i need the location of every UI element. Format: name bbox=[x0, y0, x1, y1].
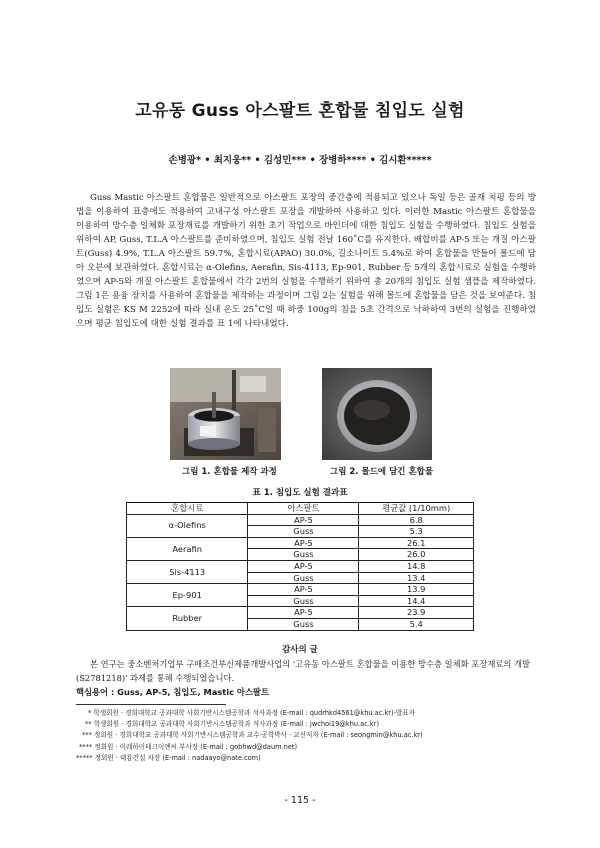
footnotes bbox=[76, 708, 546, 764]
footnote-3: *** 정회원 · 경희대학교 공과대학 사회기반시스템공학과 교수·공학박사 · 교신저자 (E-mail : seongmin@khu.ac.kr) bbox=[82, 731, 423, 740]
value-cell: 14.8 bbox=[359, 560, 474, 572]
page-number: - 115 - bbox=[284, 795, 316, 806]
author-list: 손병광* • 최지웅** • 김성민*** • 장병하**** • 김시환***** bbox=[168, 155, 432, 166]
asphalt-cell: Guss bbox=[248, 572, 359, 584]
table-caption: 표 1. 침입도 실험 결과표 bbox=[252, 488, 348, 498]
value-cell: 13.4 bbox=[359, 572, 474, 584]
asphalt-cell: Guss bbox=[248, 526, 359, 538]
sample-cell: Aerafin bbox=[127, 537, 248, 560]
sample-cell: Rubber bbox=[127, 607, 248, 630]
asphalt-cell: AP-5 bbox=[248, 514, 359, 526]
asphalt-cell: Guss bbox=[248, 549, 359, 561]
footnote-1: * 학생회원 · 경희대학교 공과대학 사회기반시스템공학과 석사과정 (E-mail : qudrhkd4561@khu.ac.kr)-발표자 bbox=[88, 709, 416, 717]
asphalt-cell: AP-5 bbox=[248, 584, 359, 596]
asphalt-cell: AP-5 bbox=[248, 560, 359, 572]
footnote-divider bbox=[76, 704, 226, 705]
asphalt-cell: AP-5 bbox=[248, 537, 359, 549]
keywords: 핵심용어 : Guss, AP-5, 침입도, Mastic 아스팔트 bbox=[76, 687, 269, 697]
table-row bbox=[127, 537, 474, 549]
asphalt-cell: Guss bbox=[248, 595, 359, 607]
acknowledgement-heading: 감사의 글 bbox=[282, 645, 318, 655]
figure-1-photo bbox=[170, 368, 281, 460]
sample-cell: α-Olefins bbox=[127, 514, 248, 537]
sample-cell: Ep-901 bbox=[127, 584, 248, 607]
figure-2-caption: 그림 2. 몰드에 담긴 혼합물 bbox=[330, 467, 434, 477]
value-cell: 26.0 bbox=[359, 549, 474, 561]
table-row bbox=[127, 514, 474, 526]
asphalt-cell: AP-5 bbox=[248, 607, 359, 619]
figure-2-photo bbox=[322, 368, 432, 460]
table-header-row bbox=[127, 503, 474, 515]
figure-1-caption: 그림 1. 혼합물 제작 과정 bbox=[182, 467, 277, 477]
header-sample: 혼합시료 bbox=[127, 503, 248, 515]
value-cell: 26.1 bbox=[359, 537, 474, 549]
acknowledgement-text: 본 연구는 중소벤처기업부 구매조건부신제품개발사업의 '고유동 아스팔트 혼합물을 이용한 방수층 일체화 포장재료의 개발(S2781218)' 과제를 통해 수행되었습니다. bbox=[76, 659, 531, 683]
sample-cell: Sis-4113 bbox=[127, 560, 248, 583]
paper-title: 고유동 Guss 아스팔트 혼합물 침입도 실험 bbox=[135, 101, 465, 121]
footnote-2: ** 학생회원 · 경희대학교 공과대학 사회기반시스템공학과 석사과정 (E-mail : jwchoi19@khu.ac.kr) bbox=[85, 720, 380, 729]
value-cell: 23.9 bbox=[359, 607, 474, 619]
footnote-4: **** 정회원 · 이레하이테크이앤씨 부사장 (E-mail : gobhwd@daum.net) bbox=[79, 742, 298, 751]
table-row bbox=[127, 560, 474, 572]
footnote-5: ***** 정회원 · 태룡건설 차장 (E-mail : nadaayo@nate.com) bbox=[76, 753, 261, 762]
value-cell: 5.4 bbox=[359, 618, 474, 630]
value-cell: 14.4 bbox=[359, 595, 474, 607]
body-paragraph: Guss Mastic 아스팔트 혼합물은 일반적으로 아스팔트 포장의 중간층에 적용되고 있으나 독일 등은 골재 치핑 등의 방법을 이용하여 표층에도 적용하여 고내구성 아스팔트 포장을 개발하여 사용하고 있다. 이러한 Mastic 아스팔트 혼합물을 이용하여 방수층 일체화 포장재료를 개발하기 위한 초기 작업으로 바인더에 대한 침입도 실험을 수행하였다. 침입도 실험을 위하여 AP, Guss, T.L.A 아스팔트를 준비하였으며, 침입도 실험 전날 160˚C를 유지한다. 배합비를 AP-5 또는 개질 아스팔트(Guss) 4.9%, T.L.A 아스팔트 59.7%, 혼합시료(APAO) 30.0%, 길소나이트 5.4%로 하여 혼합물을 만들어 몰드에 담아 오븐에 보관하였다. 혼합시료는 α-Olefins, Aerafin, Sis-4113, Ep-901, Rubber 등 5개의 혼합시료로 실험을 수행하였으며 AP-5와 개질 아스팔트 혼합물에서 각각 2번의 실험을 수행하기 위하여 총 20개의 침입도 실험 샘플을 제작하였다. 그림 1은 용융 장치를 사용하여 혼합물을 제작하는 과정이며 그림 2는 실험을 위해 몰드에 혼합물을 담은 것을 보여준다. 침입도 실험은 KS M 2252에 따라 실내 온도 25˚C일 때 하중 100g의 침을 5초 간격으로 낙하하여 3번의 실험을 진행하였으며 평균 침입도에 대한 실험 결과를 표 1에 나타내었다. bbox=[76, 193, 536, 329]
table-row bbox=[127, 607, 474, 619]
value-cell: 5.3 bbox=[359, 526, 474, 538]
value-cell: 13.9 bbox=[359, 584, 474, 596]
penetration-results-table bbox=[126, 502, 474, 631]
header-average: 평균값 (1/10mm) bbox=[359, 503, 474, 515]
header-asphalt: 아스팔트 bbox=[248, 503, 359, 515]
asphalt-cell: Guss bbox=[248, 618, 359, 630]
value-cell: 6.8 bbox=[359, 514, 474, 526]
table-row bbox=[127, 584, 474, 596]
